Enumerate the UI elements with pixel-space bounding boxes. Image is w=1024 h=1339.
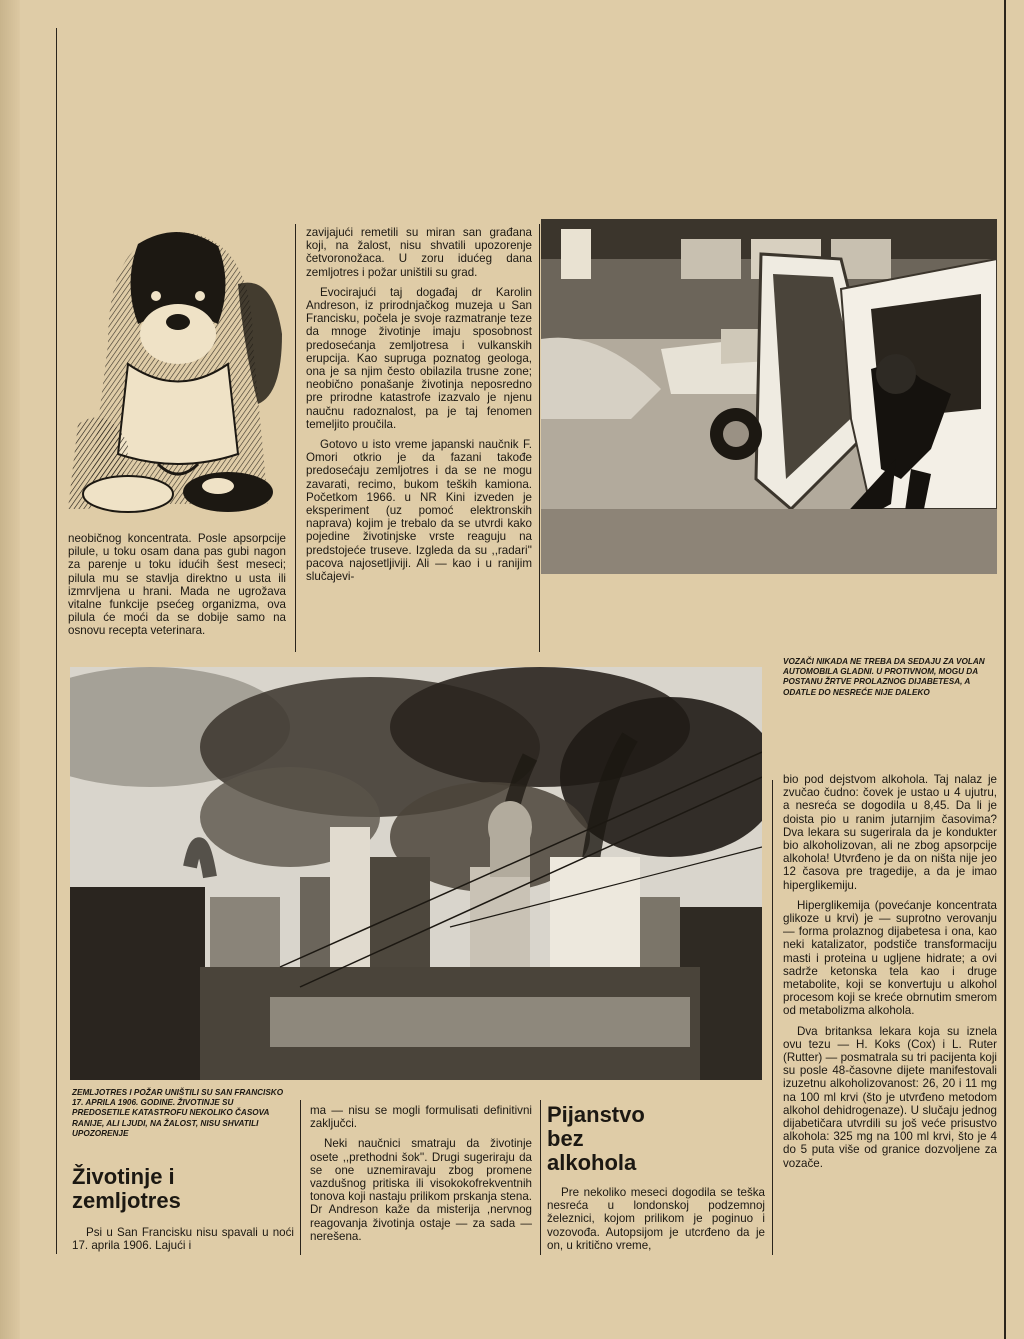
article-alcohol-lead (547, 1186, 765, 1259)
san-francisco-fire-photo (70, 667, 762, 1080)
article-animals-title-line-1: Životinje i (72, 1164, 175, 1189)
article-animals-lead (72, 1226, 294, 1259)
column-rule-2 (539, 224, 540, 652)
middle-column-text (306, 226, 532, 590)
bottom-middle-column-text (310, 1104, 532, 1250)
fire-photo-caption: ZEMLJOTRES I POŽAR UNIŠTILI SU SAN FRANCISKO 17. APRILA 1906. GODINE. ŽIVOTINJE SU PREDOSETILE KATASTROFU NEKOLIKO ČASOVA RANIJE, ALI LJUDI, NA ŽALOST, NISU SHVATILI UPOZORENJE (72, 1088, 284, 1138)
left-column-paragraph: neobičnog koncentrata. Posle apsorpcije pilule, u toku osam dana pas gubi nagon za parenje u toku idućih šest meseci; pilula mu se stavlja direktno u usta ili izmrvljena u hrani. Mada ne ugrožava vitalne funkcije psećeg organizma, ova pilula će moći da se dobije samo na osnovu recepta veterinara. (68, 532, 286, 638)
page-edge (0, 0, 20, 1339)
car-photo-caption: VOZAČI NIKADA NE TREBA DA SEDAJU ZA VOLAN AUTOMOBILA GLADNI. U PROTIVNOM, MOGU DA POSTANU ŽRTVE PROLAZNOG DIJABETESA, A ODATLE DO NESREĆE NIJE DALEKO (783, 657, 985, 697)
bottom-middle-paragraph-1: ma — nisu se mogli formulisati definitivni zaključci. (310, 1104, 532, 1131)
column-rule-3 (300, 1100, 301, 1255)
left-margin-rule (56, 28, 57, 1254)
show-through-print (150, 20, 790, 210)
bottom-middle-paragraph-2: Neki naučnici smatraju da životinje osete ,,prethodni šok''. Drugi sugeriraju da se one uznemiravaju zbog promene vazdušnog pritiska ili visokokofrekventnih tonova koji nastaju prilikom prskanja stena. Dr Andreson kaže da misterija ,nervnog reagovanja životinja ostaje — za sada — nerešena. (310, 1137, 532, 1243)
column-rule-5 (772, 780, 773, 1255)
article-alcohol-title (547, 1103, 767, 1175)
article-alcohol-lead-paragraph: Pre nekoliko meseci dogodila se teška nesreća u londonskoj podzemnoj železnici, kojom prilikom je poginuo i vozovođa. Autopsijom je utcrđeno da je on, u kritično vreme, (547, 1186, 765, 1252)
right-edge-rule (1004, 0, 1006, 1339)
article-animals-title (72, 1165, 292, 1213)
right-paragraph-3: Dva britanksa lekara koja su iznela ovu tezu — H. Koks (Cox) i L. Ruter (Rutter) — posmatrala su tri pacijenta koji su posle 48-časovne dijete manifestovali izuzetnu alkoholizovanost: 26, 20 i 11 mg na 100 ml krvi (što je utvrđeno metodom alkohol dehidrogenaze). U slučaju jednog dijabetičara utvrdili su još veće prisustvo alkohola: 325 mg na 100 ml krvi, što je 4 do 5 puta više od granice dozvoljene za vozače. (783, 1024, 997, 1170)
dog-illustration (68, 224, 284, 522)
right-paragraph-1: bio pod dejstvom alkohola. Taj nalaz je zvučao čudno: čovek je ustao u 4 ujutru, a nesreća se dogodila u 8,45. Da li je doista pio u ranim jutarnjim časovima? Dva lekara su sugerirala da je kondukter bio alkoholizovan, ali ne zbog apsorpcije alkohola! Utvrđeno je da on ništa nije jeo 12 časova pre tragedije, a da je imao hiperglikemiju. (783, 773, 997, 892)
right-column-text (783, 773, 997, 1177)
middle-paragraph-3: Gotovo u isto vreme japanski naučnik F. Omori otkrio je da fazani takođe predosećaju zemljotres i da se ne mogu zavarati, recimo, bukom teških kamiona. Početkom 1966. u NR Kini izveden je eksperiment (uz pomoć elektronskih naprava) kojim je trebalo da se utvrdi kako pojedine životinjske vrste reaguju na predstojeće truseve. Izgleda da su ,,radari'' pacova najosetljiviji. Ali — kao i u ranijim slučajevi- (306, 438, 532, 584)
column-rule-1 (295, 224, 296, 652)
article-alcohol-title-line-1: Pijanstvo (547, 1102, 645, 1127)
car-accident-photo (541, 219, 997, 574)
column-rule-4 (540, 1100, 541, 1255)
left-column-text (68, 532, 286, 645)
middle-paragraph-1: zavijajući remetili su miran san građana koji, na žalost, nisu shvatili upozorenje četvoronožaca. U zoru idućeg dana zemljotres i požar uništili su grad. (306, 226, 532, 279)
article-animals-title-line-2: zemljotres (72, 1188, 181, 1213)
article-animals-lead-paragraph: Psi u San Francisku nisu spavali u noći 17. aprila 1906. Lajući i (72, 1226, 294, 1253)
middle-paragraph-2: Evocirajući taj događaj dr Karolin Andreson, iz prirodnjačkog muzeja u San Francisku, počela je svoje razmatranje teze da mnoge životinje imaju sposobnost predosećanja zemljotresa i vulkanskih erupcija. Kao supruga poznatog geologa, ona je sa njim često obilazila trusne zone; neobično ponašanje životinja neposredno pre prirodne katastrofe izazvalo je njenu naučnu radoznalost, pa je taj fenomen temeljito proučila. (306, 285, 532, 431)
article-alcohol-title-line-2: bez (547, 1126, 584, 1151)
right-paragraph-2: Hiperglikemija (povećanje koncentrata glikoze u krvi) je — suprotno verovanju — forma prolaznog dijabetesa i ona, kao neki katalizator, podstiče transformaciju masti i proteina u ugljene hidrate; a ovi sadrže ketonska tela kao i druge metabolite, koji se konvertuju u alkohol procesom koji se kreće obrnutim smerom od metabolizma alkohola. (783, 898, 997, 1018)
article-alcohol-title-line-3: alkohola (547, 1150, 637, 1175)
